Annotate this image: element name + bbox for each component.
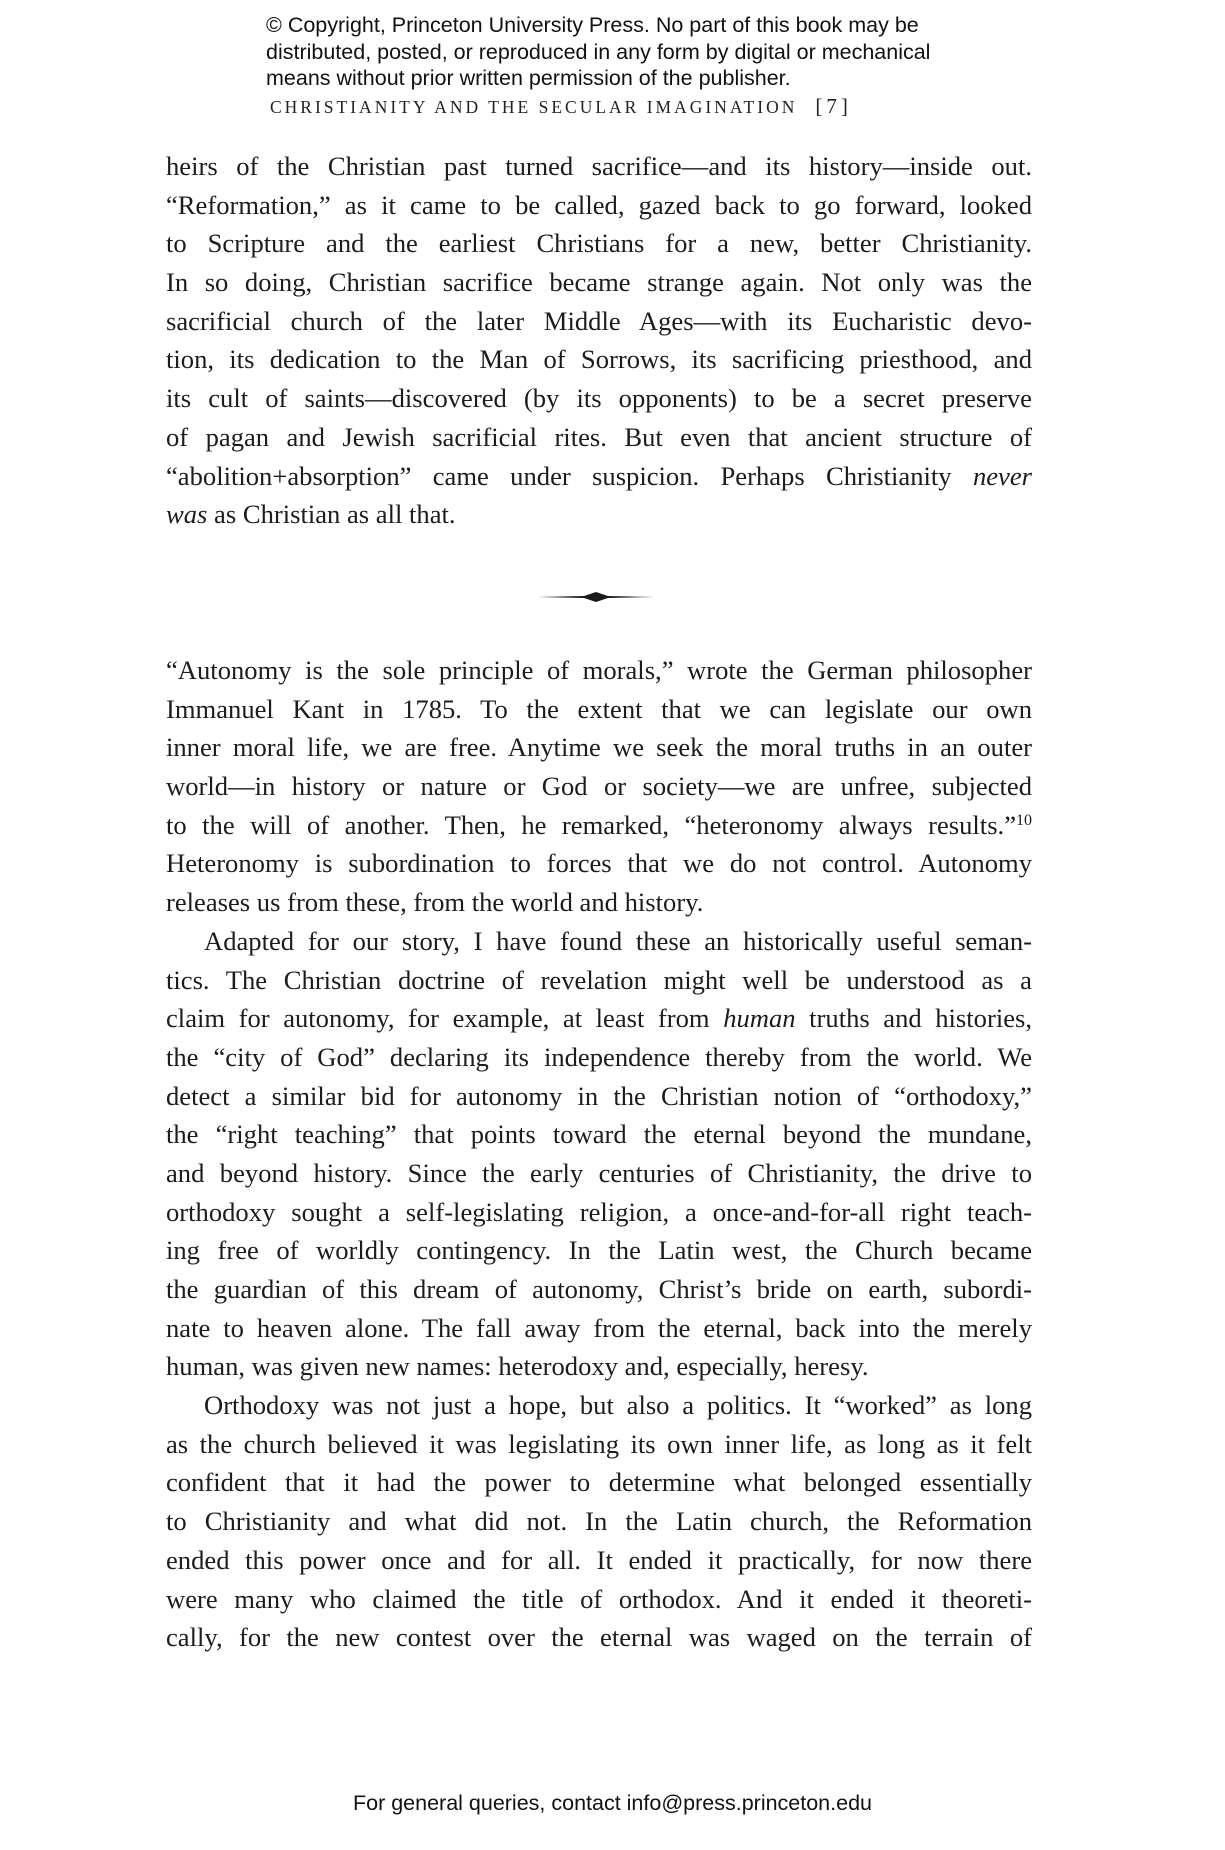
text-line — [166, 806, 1032, 845]
text-segment: claim for autonomy, for example, at least from — [166, 1003, 724, 1034]
text-line: of pagan and Jewish sacrificial rites. But even that ancient structure of — [166, 421, 1032, 452]
text-line: tics. The Christian doctrine of revelation might well be understood as a — [166, 964, 1032, 995]
text-line: nate to heaven alone. The fall away from the eternal, back into the merely — [166, 1312, 1032, 1343]
text-line: cally, for the new contest over the eternal was waged on the terrain of — [166, 1622, 1032, 1653]
text-segment: truths and histories, — [795, 1003, 1033, 1034]
text-line: the guardian of this dream of autonomy, Christ’s bride on earth, subordi- — [166, 1274, 1032, 1304]
text-line — [166, 495, 1032, 534]
text-line: the “right teaching” that points toward the eternal beyond the mundane, — [166, 1119, 1032, 1150]
text-line: sacrificial church of the later Middle Ages—with its Eucharistic devo- — [166, 305, 1032, 336]
text-line: were many who claimed the title of orthodox. And it ended it theoreti- — [166, 1583, 1032, 1614]
text-line: ing free of worldly contingency. In the Latin west, the Church became — [166, 1235, 1032, 1266]
text-line: orthodoxy sought a self-legislating religion, a once-and-for-all right teach- — [166, 1196, 1032, 1227]
text-line: tion, its dedication to the Man of Sorrows, its sacrificing priesthood, and — [166, 344, 1032, 375]
text-line: Adapted for our story, I have found these an historically useful seman- — [204, 925, 1032, 956]
text-line: world—in history or nature or God or society—we are unfree, subjected — [166, 771, 1032, 802]
text-line — [166, 457, 1032, 496]
text-segment: as Christian as all that. — [207, 499, 456, 530]
text-line: In so doing, Christian sacrifice became strange again. Not only was the — [166, 267, 1032, 298]
copyright-line: © Copyright, Princeton University Press. No part of this book may be — [266, 13, 919, 37]
text-line: to Christianity and what did not. In the Latin church, the Reformation — [166, 1506, 1032, 1537]
text-segment: “abolition+absorption” came under suspicion. Perhaps Christianity — [166, 460, 973, 491]
page-number: [7] — [815, 94, 852, 118]
copyright-notice — [266, 12, 986, 92]
text-line — [166, 999, 1032, 1038]
text-line: “Autonomy is the sole principle of morals,” wrote the German philosopher — [166, 655, 1032, 685]
top-paragraph — [166, 147, 1032, 534]
text-line: the “city of God” declaring its independence thereby from the world. We — [166, 1041, 1032, 1072]
italic-text: human — [723, 1003, 796, 1034]
text-line: Orthodoxy was not just a hope, but also a politics. It “worked” as long — [204, 1390, 1032, 1421]
footer-contact: For general queries, contact info@press.princeton.edu — [352, 1791, 872, 1815]
text-line: its cult of saints—discovered (by its opponents) to be a secret preserve — [166, 383, 1032, 414]
text-line: to Scripture and the earliest Christians for a new, better Christianity. — [166, 228, 1032, 259]
text-line: ended this power once and for all. It ended it practically, for now there — [166, 1544, 1032, 1575]
copyright-line: distributed, posted, or reproduced in any form by digital or mechanical — [266, 39, 931, 64]
text-line: human, was given new names: heterodoxy and, especially, heresy. — [166, 1351, 869, 1382]
text-line: heirs of the Christian past turned sacrifice—and its history—inside out. — [166, 151, 1032, 181]
italic-text: never — [972, 460, 1032, 491]
text-line: confident that it had the power to determine what belonged essentially — [166, 1467, 1032, 1498]
text-line: releases us from these, from the world and history. — [166, 887, 704, 918]
running-head-title: CHRISTIANITY AND THE SECULAR IMAGINATION — [270, 97, 798, 117]
text-line: “Reformation,” as it came to be called, gazed back to go forward, looked — [166, 189, 1032, 220]
copyright-line: means without prior written permission of the publisher. — [266, 66, 791, 90]
italic-text: was — [166, 499, 208, 530]
text-line: Heteronomy is subordination to forces that we do not control. Autonomy — [166, 848, 1032, 879]
text-segment: to the will of another. Then, he remarked, “heteronomy always results.” — [166, 809, 1016, 840]
text-line: and beyond history. Since the early centuries of Christianity, the drive to — [166, 1157, 1032, 1188]
text-line: Immanuel Kant in 1785. To the extent that we can legislate our own — [166, 693, 1032, 724]
ornamental-rule-icon — [538, 590, 654, 604]
main-text — [166, 651, 1032, 1657]
running-head — [270, 94, 852, 119]
text-line: inner moral life, we are free. Anytime we seek the moral truths in an outer — [166, 732, 1032, 763]
footnote-marker: 10 — [1016, 811, 1032, 829]
text-line: as the church believed it was legislating its own inner life, as long as it felt — [166, 1428, 1032, 1459]
text-line: detect a similar bid for autonomy in the Christian notion of “orthodoxy,” — [166, 1080, 1032, 1111]
